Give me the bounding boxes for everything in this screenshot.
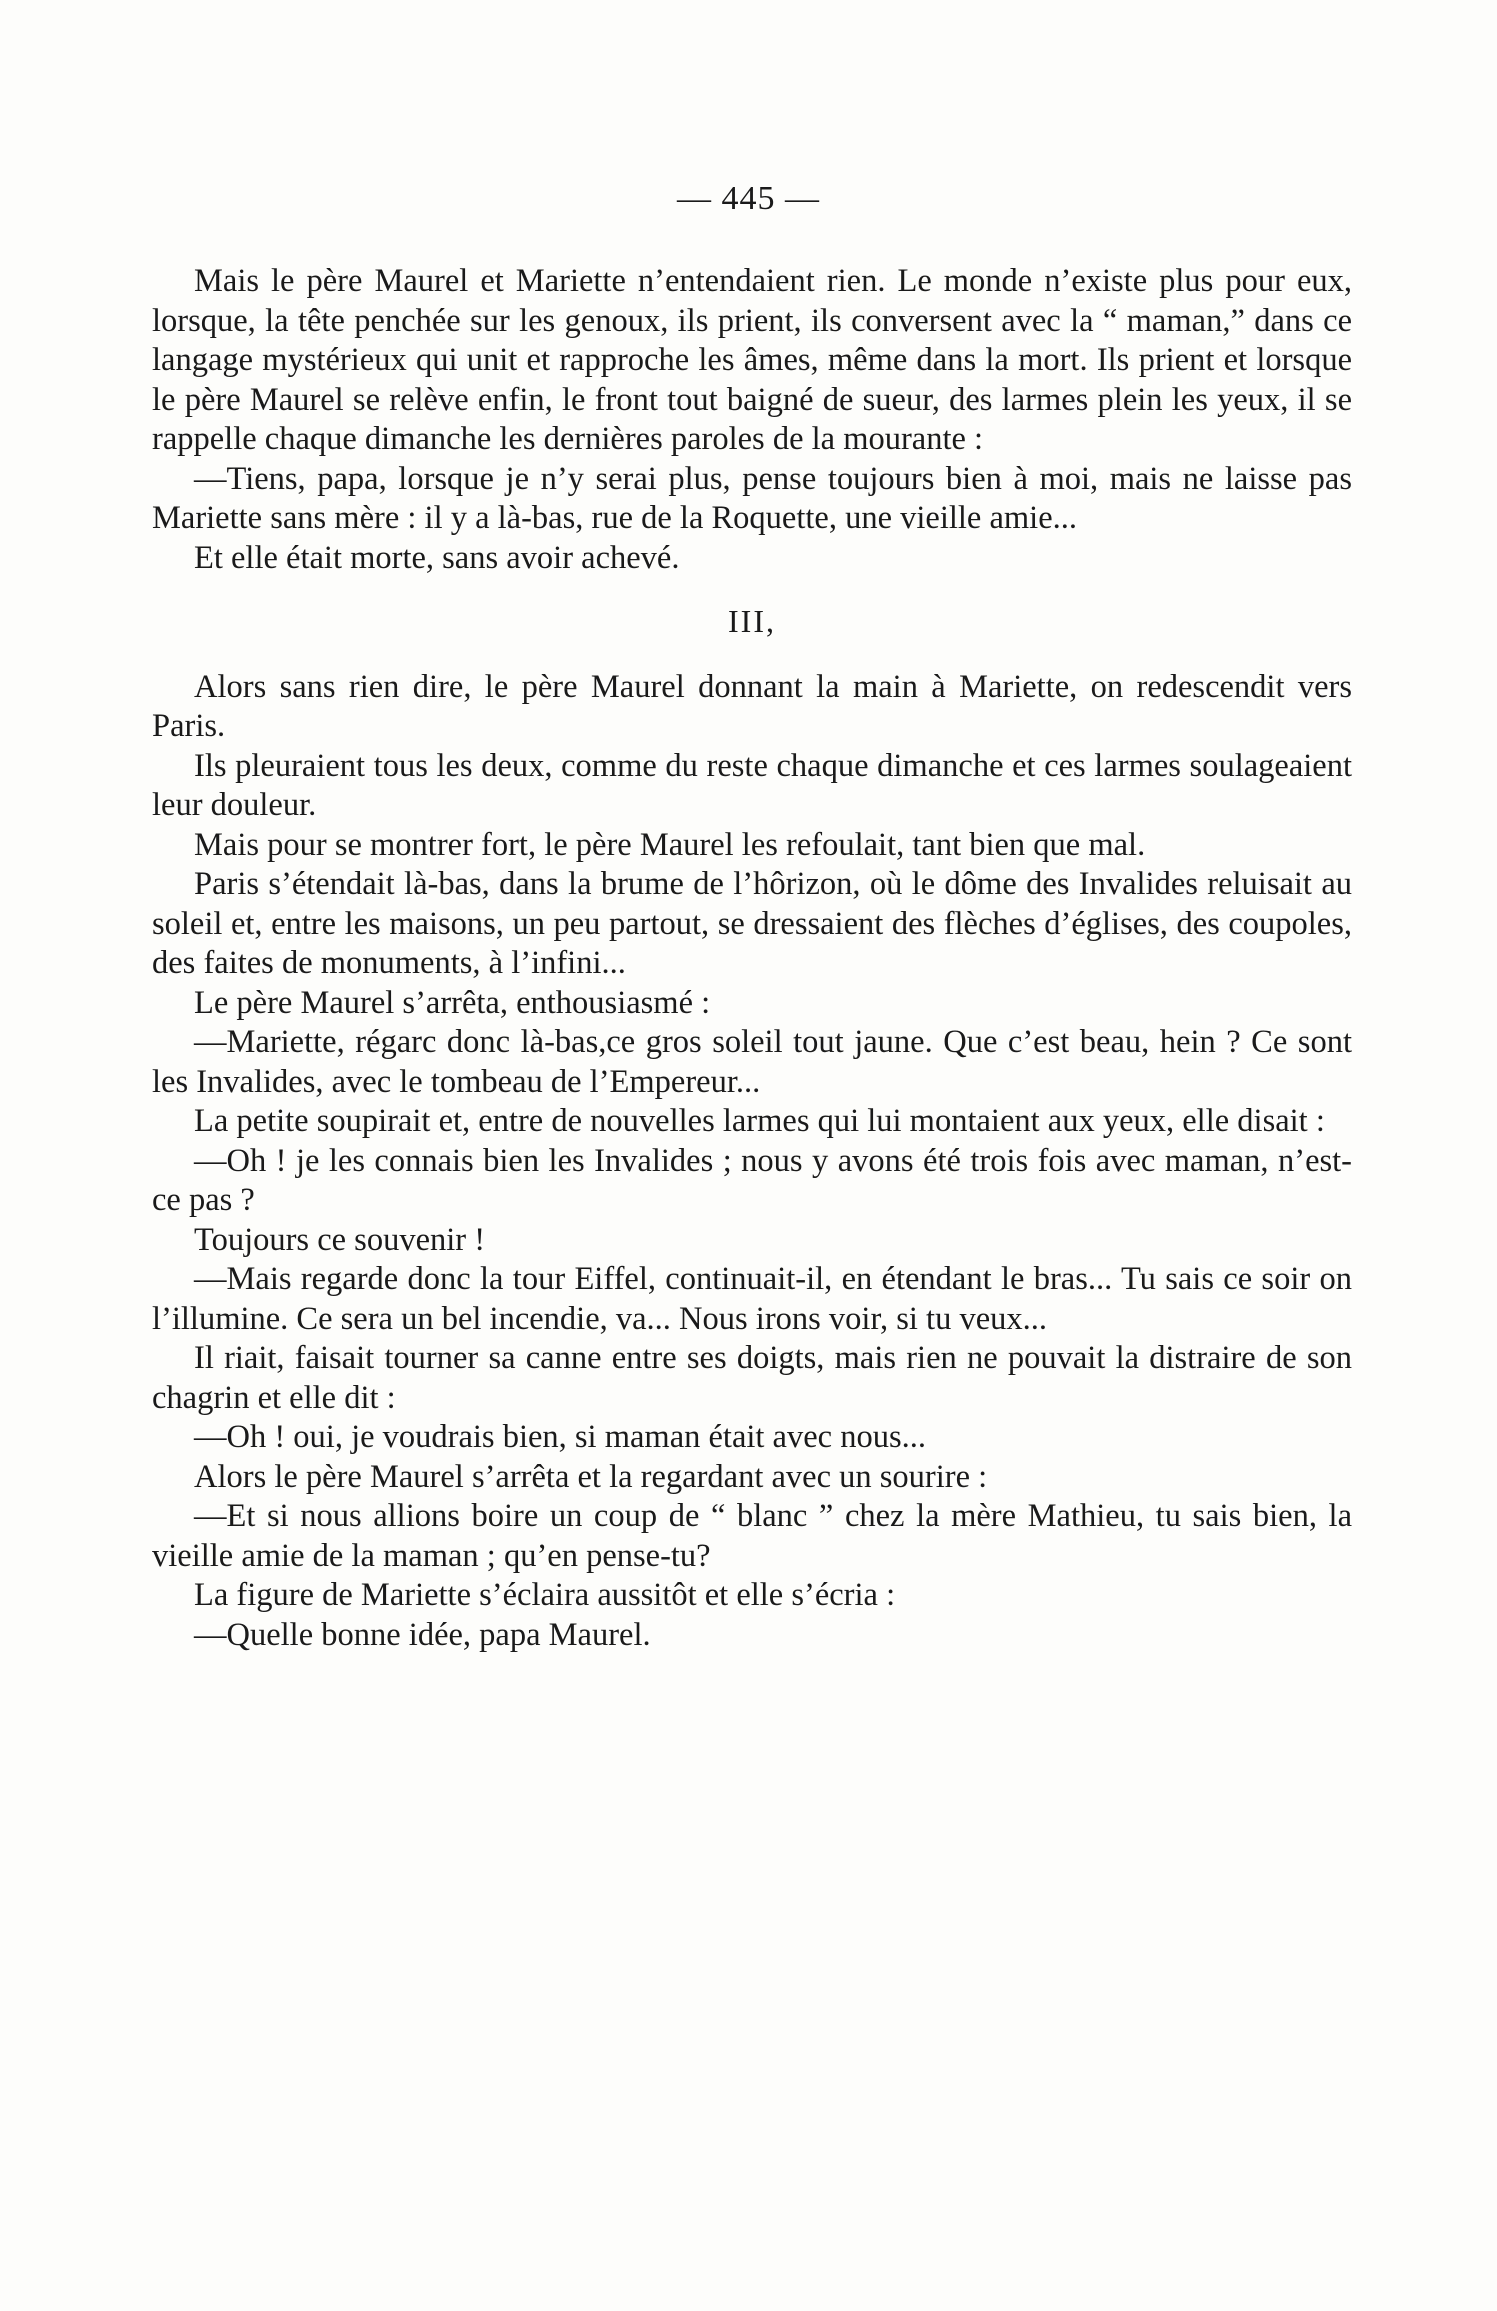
paragraph: Il riait, faisait tourner sa canne entre ses doigts, mais rien ne pouvait la distraire de son chagrin et elle dit :	[152, 1340, 1352, 1416]
paragraph: —Mariette, régarc donc là-bas,ce gros soleil tout jaune. Que c’est beau, hein ? Ce sont les Invalides, avec le tombeau de l’Empereur...	[152, 1024, 1352, 1100]
paragraph: Toujours ce souvenir !	[194, 1221, 486, 1258]
paragraph: —Et si nous allions boire un coup de “ blanc ” chez la mère Mathieu, tu sais bien, la vieille amie de la maman ; qu’en pense-tu?	[152, 1498, 1352, 1574]
paragraph: La figure de Mariette s’éclaira aussitôt et elle s’écria :	[194, 1577, 896, 1613]
paragraph: —Oh ! oui, je voudrais bien, si maman était avec nous...	[194, 1419, 926, 1455]
paragraph: Alors le père Maurel s’arrêta et la regardant avec un sourire :	[194, 1458, 988, 1495]
section-heading: III,	[728, 603, 776, 639]
paragraph: Paris s’étendait là-bas, dans la brume de l’hôrizon, où le dôme des Invalides reluisait au soleil et, entre les maisons, un peu partout, se dressaient des flèches d’églises, des coupoles, des faites de monuments, à l’infini...	[152, 866, 1352, 981]
paragraph: —Mais regarde donc la tour Eiffel, continuait-il, en étendant le bras... Tu sais ce soir on l’illumine. Ce sera un bel incendie, va... Nous irons voir, si tu veux...	[152, 1261, 1352, 1337]
paragraph: —Quelle bonne idée, papa Maurel.	[194, 1616, 651, 1653]
paragraph: Le père Maurel s’arrêta, enthousiasmé :	[194, 984, 711, 1021]
paragraph: Mais le père Maurel et Mariette n’entendaient rien. Le monde n’existe plus pour eux, lorsque, la tête penchée sur les genoux, ils prient, ils conversent avec la “ maman,” dans ce langage mystérieux qui unit et rapproche les âmes, même dans la mort. Ils prient et lorsque le père Maurel se relève enfin, le front tout baigné de sueur, des larmes plein les yeux, il se rappelle chaque dimanche les dernières paroles de la mourante :	[152, 263, 1352, 457]
paragraph: La petite soupirait et, entre de nouvelles larmes qui lui montaient aux yeux, elle disait :	[194, 1103, 1325, 1139]
page-number: — 445 —	[677, 180, 820, 217]
paragraph: Ils pleuraient tous les deux, comme du reste chaque dimanche et ces larmes soulageaient leur douleur.	[152, 747, 1352, 823]
body-text	[152, 262, 1352, 1655]
paragraph: —Tiens, papa, lorsque je n’y serai plus, pense toujours bien à moi, mais ne laisse pas Mariette sans mère : il y a là-bas, rue de la Roquette, une vieille amie...	[152, 460, 1352, 536]
paragraph: Mais pour se montrer fort, le père Maurel les refoulait, tant bien que mal.	[194, 826, 1146, 863]
paragraph: Et elle était morte, sans avoir achevé.	[194, 539, 680, 576]
paragraph: —Oh ! je les connais bien les Invalides ; nous y avons été trois fois avec maman, n’est-ce pas ?	[152, 1142, 1352, 1218]
paragraph: Alors sans rien dire, le père Maurel donnant la main à Mariette, on redescendit vers Paris.	[152, 668, 1352, 744]
